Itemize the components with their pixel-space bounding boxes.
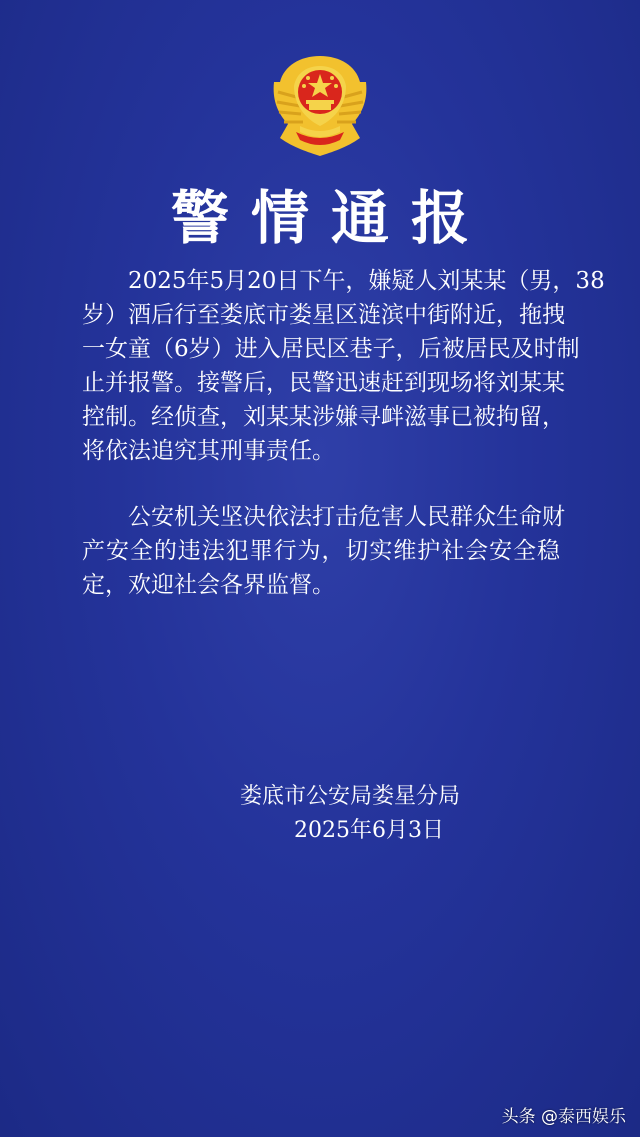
notice-paragraph-1 [82, 264, 605, 468]
issuer-name: 娄底市公安局娄星分局 [240, 784, 461, 809]
police-emblem-icon [270, 52, 370, 162]
notice-title: 警情通报 [170, 184, 491, 252]
paragraph-line: 2025年5月20日下午，嫌疑人刘某某（男，38 [128, 268, 605, 294]
notice-body [82, 264, 605, 602]
paragraph-line: 岁）酒后行至娄底市娄星区涟滨中街附近，拖拽 [82, 302, 565, 328]
paragraph-line: 控制。经侦查，刘某某涉嫌寻衅滋事已被拘留， [82, 404, 565, 430]
notice-paragraph-2 [82, 500, 565, 602]
paragraph-line: 定，欢迎社会各界监督。 [82, 572, 335, 598]
watermark-label: 头条 @泰西娱乐 [501, 1107, 626, 1127]
paragraph-line: 公安机关坚决依法打击危害人民群众生命财 [128, 504, 565, 530]
signature-block [240, 780, 480, 848]
paragraph-line: 止并报警。接警后，民警迅速赶到现场将刘某某 [82, 370, 565, 396]
issue-date: 2025年6月3日 [294, 818, 444, 843]
paragraph-line: 产安全的违法犯罪行为，切实维护社会安全稳 [82, 538, 560, 564]
paragraph-line: 一女童（6岁）进入居民区巷子，后被居民及时制 [82, 336, 580, 362]
paragraph-line: 将依法追究其刑事责任。 [82, 438, 335, 464]
